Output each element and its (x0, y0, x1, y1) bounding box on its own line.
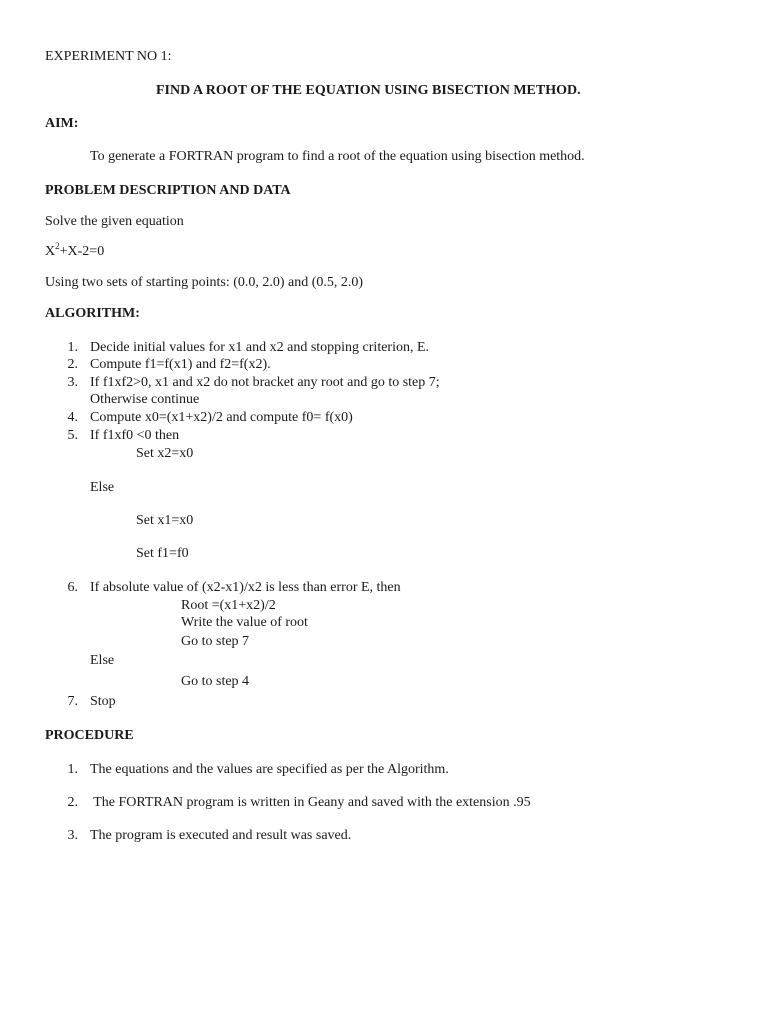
starting-points-text: Using two sets of starting points: (0.0, 2.0) and (0.5, 2.0) (45, 275, 364, 290)
algorithm-step-text: Decide initial values for x1 and x2 and stopping criterion, E. (90, 340, 430, 355)
aim-heading: AIM: (45, 116, 79, 131)
algorithm-step-text: If f1xf2>0, x1 and x2 do not bracket any root and go to step 7; (90, 375, 440, 390)
algorithm-else: Else (90, 653, 115, 668)
algorithm-substep: Root =(x1+x2)/2 (181, 598, 276, 613)
algorithm-substep: Go to step 7 (181, 634, 250, 649)
algorithm-step-number: 1. (67, 340, 78, 355)
algorithm-step-text: If f1xf0 <0 then (90, 428, 180, 443)
algorithm-step-text: If absolute value of (x2-x1)/x2 is less than error E, then (90, 580, 401, 595)
algorithm-substep: Set x2=x0 (136, 446, 194, 461)
procedure-step-number: 3. (67, 828, 78, 843)
aim-text: To generate a FORTRAN program to find a root of the equation using bisection method. (90, 149, 585, 164)
algorithm-step-number: 5. (67, 428, 78, 443)
algorithm-step-continuation: Otherwise continue (90, 392, 200, 407)
experiment-number: EXPERIMENT NO 1: (45, 49, 172, 64)
problem-solve-text: Solve the given equation (45, 214, 184, 229)
algorithm-step-text: Compute x0=(x1+x2)/2 and compute f0= f(x0) (90, 410, 353, 425)
document-title: FIND A ROOT OF THE EQUATION USING BISECTION METHOD. (156, 83, 581, 98)
algorithm-step-number: 4. (67, 410, 78, 425)
procedure-step-number: 2. (67, 795, 78, 810)
equation (45, 243, 104, 260)
algorithm-else: Else (90, 480, 115, 495)
algorithm-step-text: Compute f1=f(x1) and f2=f(x2). (90, 357, 271, 372)
algorithm-substep: Set x1=x0 (136, 513, 194, 528)
algorithm-step-number: 6. (67, 580, 78, 595)
equation-rest: +X-2=0 (59, 244, 105, 259)
algorithm-step-number: 7. (67, 694, 78, 709)
algorithm-step-number: 2. (67, 357, 78, 372)
equation-base: X (45, 244, 56, 259)
equation-exponent: 2 (55, 241, 60, 251)
algorithm-substep: Write the value of root (181, 615, 308, 630)
procedure-heading: PROCEDURE (45, 728, 134, 743)
problem-heading: PROBLEM DESCRIPTION AND DATA (45, 183, 291, 198)
algorithm-step-text: Stop (90, 694, 116, 709)
algorithm-substep: Go to step 4 (181, 674, 250, 689)
algorithm-heading: ALGORITHM: (45, 306, 140, 321)
procedure-step-text: The program is executed and result was saved. (90, 828, 352, 843)
procedure-step-text: The FORTRAN program is written in Geany and saved with the extension .95 (90, 795, 531, 810)
procedure-step-text: The equations and the values are specified as per the Algorithm. (90, 762, 449, 777)
algorithm-substep: Set f1=f0 (136, 546, 189, 561)
algorithm-step-number: 3. (67, 375, 78, 390)
procedure-step-number: 1. (67, 762, 78, 777)
